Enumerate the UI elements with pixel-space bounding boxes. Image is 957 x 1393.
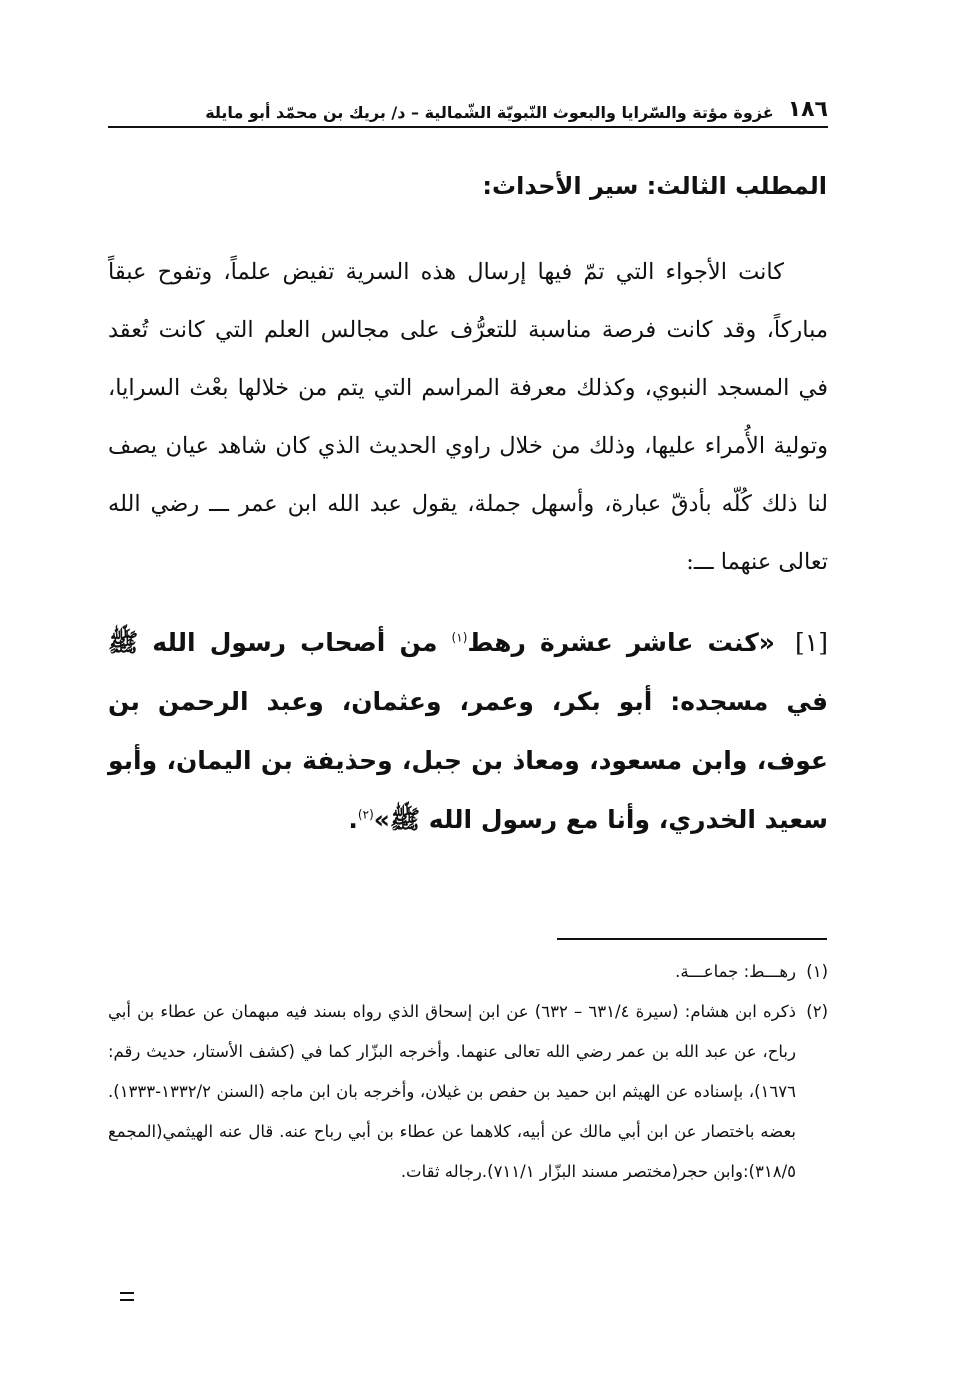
hadith-text-part2: من أصحاب رسول الله ﷺ في مسجده: أبو بكر، وعمر، وعثمان، وعبد الرحمن بن عوف، وابن مسعود، ومعاذ بن جبل، وحذيفة بن اليمان، وأبو سعيد الخدري، وأنا مع رسول الله ﷺ» [108, 628, 828, 834]
page-end-mark [120, 1292, 134, 1301]
footnote-number: (٢) [806, 1002, 828, 1021]
footnote-text: رهـــط: جماعـــة. [675, 962, 796, 981]
footnote-1 [108, 952, 828, 992]
hadith-end-mark: . [348, 805, 358, 834]
hadith-text [108, 613, 828, 849]
footnote-text: ذكره ابن هشام: (سيرة ٦٣١/٤ – ٦٣٢) عن ابن إسحاق الذي رواه بسند فيه مبهمان عن عطاء بن أبي رباح، عن عبد الله بن عمر رضي الله تعالى عنهما. وأخرجه البزّار كما في (كشف الأستار، حديث رقم: ١٦٧٦)، بإسناده عن الهيثم ابن حميد بن حفص بن غيلان، وأخرجه بان ابن ماجه (السنن ١٣٣٢/٢-١٣٣٣). بعضه باختصار عن ابن أبي مالك عن أبيه، كلاهما عن عطاء بن أبي رباح عنه. قال عنه الهيثمي(المجمع ٣١٨/٥):وابن حجر(مختصر مسند البزّار ٧١١/١).رجاله ثقات. [108, 1002, 796, 1181]
hadith-text-part1: «كنت عاشر عشرة رهط [467, 628, 775, 657]
paragraph-indent [784, 259, 828, 285]
running-header [108, 88, 828, 128]
footnote-2 [108, 992, 828, 1192]
hadith-number: [١] [795, 628, 828, 657]
footnote-ref-1[interactable]: (١) [451, 630, 468, 645]
page-number: ١٨٦ [787, 97, 828, 122]
footnotes [108, 952, 828, 1192]
section-heading: المطلب الثالث: سير الأحداث: [482, 172, 827, 200]
footnote-number: (١) [806, 962, 828, 981]
footnote-ref-2[interactable]: (٢) [357, 807, 374, 822]
header-title: غزوة مؤتة والسّرايا والبعوث النّبويّة الشّمالية – د/ بريك بن محمّد أبو مايلة [205, 103, 774, 122]
body-paragraph [108, 243, 828, 591]
paragraph-text: كانت الأجواء التي تمّ فيها إرسال هذه السرية تفيض علماً، وتفوح عبقاً مباركاً، وقد كانت فرصة مناسبة للتعرُّف على مجالس العلم التي كانت تُعقد في المسجد النبوي، وكذلك معرفة المراسم التي يتم من خلالها بعْث السرايا، وتولية الأُمراء عليها، وذلك من خلال راوي الحديث الذي كان شاهد عيان يصف لنا ذلك كُلّه بأدقّ عبارة، وأسهل جملة، يقول عبد الله ابن عمر ـــ رضي الله تعالى عنهما ـــ: [108, 259, 828, 575]
footnote-separator [557, 938, 827, 940]
